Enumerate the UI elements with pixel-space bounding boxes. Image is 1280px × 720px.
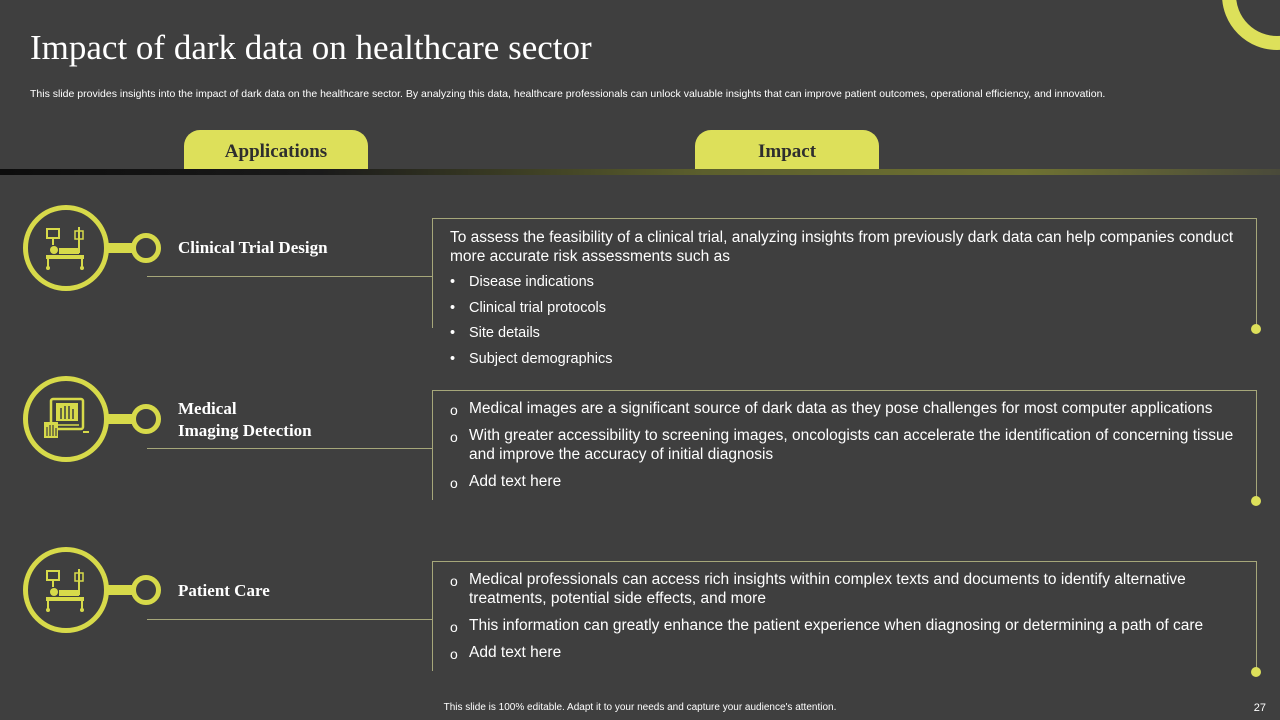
list-item: o This information can greatly enhance the patient experience when diagnosing or determining a path of care — [450, 616, 1240, 635]
application-label: Patient Care — [178, 581, 270, 600]
decorative-corner-ring — [1222, 0, 1280, 50]
list-item: • Site details — [450, 324, 1240, 350]
page-number: 27 — [1253, 702, 1266, 714]
impact-point-list — [450, 570, 1240, 670]
hospital-bed-icon — [23, 547, 109, 633]
list-item: • Disease indications — [450, 273, 1240, 299]
list-item: • Clinical trial protocols — [450, 299, 1240, 325]
page-title: Impact of dark data on healthcare sector — [30, 28, 592, 67]
list-item: o With greater accessibility to screening images, oncologists can accelerate the identification of concerning tissue and improve the accuracy of initial diagnosis — [450, 426, 1240, 464]
frame-end-dot — [1251, 496, 1261, 506]
application-label — [178, 398, 312, 442]
impact-point-list — [450, 399, 1240, 499]
list-item: o Medical images are a significant source of dark data as they pose challenges for most computer applications — [450, 399, 1240, 418]
frame-end-dot — [1251, 667, 1261, 677]
tab-impact: Impact — [695, 130, 879, 170]
label-line: Medical — [178, 399, 237, 418]
application-label: Clinical Trial Design — [178, 238, 328, 257]
frame-end-dot — [1251, 324, 1261, 334]
footer-note: This slide is 100% editable. Adapt it to your needs and capture your audience's attention. — [443, 702, 837, 713]
impact-intro: To assess the feasibility of a clinical trial, analyzing insights from previously dark data can help companies conduct more accurate risk assessments such as — [450, 229, 1234, 265]
list-item: o Medical professionals can access rich insights within complex texts and documents to identify alternative treatments, potential side effects, and more — [450, 570, 1240, 608]
impact-bullet-list — [450, 273, 1240, 375]
xray-monitor-icon — [23, 376, 109, 462]
list-item: • Subject demographics — [450, 350, 1240, 376]
label-line: Imaging Detection — [178, 421, 312, 440]
list-item: o Add text here — [450, 472, 1240, 491]
page-subtitle: This slide provides insights into the impact of dark data on the healthcare sector. By analyzing this data, healthcare professionals can unlock valuable insights that can improve patient outcomes, operational efficiency, and innovation. — [30, 88, 1106, 100]
list-item: o Add text here — [450, 643, 1240, 662]
hospital-bed-icon — [23, 205, 109, 291]
header-divider-bar — [0, 169, 1280, 175]
tab-applications: Applications — [184, 130, 368, 170]
